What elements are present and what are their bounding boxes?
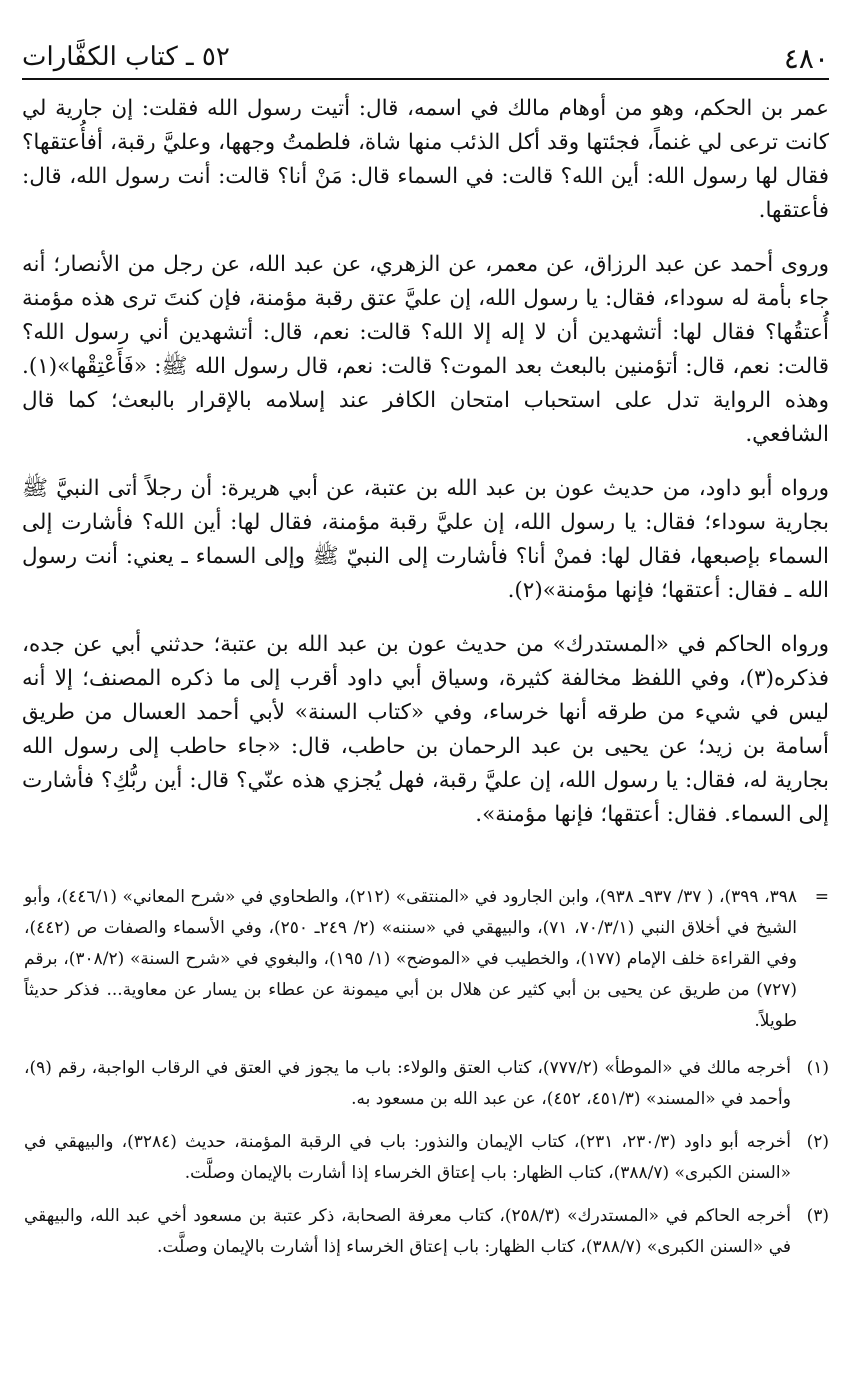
body-paragraph: وروى أحمد عن عبد الرزاق، عن معمر، عن الزهري، عن عبد الله، عن رجل من الأنصار؛ أنه جاء بأمة له سوداء، فقال: يا رسول الله، إن عليَّ عتق رقبة مؤمنة، فإن كنتَ ترى هذه مؤمنة أُعتقُها؟ فقال لها: أتشهدين أن لا إله إلا الله؟ قالت: نعم، قال: أتشهدين أني رسول الله؟ قالت: نعم، قال: أتؤمنين بالبعث بعد الموت؟ قالت: نعم، قال رسول الله ﷺ: «فَأَعْتِقْها»(١). وهذه الرواية تدل على استحباب امتحان الكافر عند إسلامه بالإقرار بالبعث؛ كما قال الشافعي. (22, 252, 829, 447)
page-number: ٤٨٠ (783, 42, 829, 75)
continuation-marker: = (814, 887, 829, 907)
footnote-number: (١) (806, 1058, 829, 1078)
footnote-number: (٣) (806, 1206, 829, 1226)
main-text (22, 92, 829, 852)
page-header (22, 38, 829, 80)
footnote-text: أخرجه الحاكم في «المستدرك» (٢٥٨/٣)، كتاب معرفة الصحابة، ذكر عتبة بن مسعود أخي عبد الله، والبيهقي في «السنن الكبرى» (٣٨٨/٧)، كتاب الظهار: باب إعتاق الخرساء إذا أشارت بالإيمان وصلَّت. (24, 1206, 792, 1257)
footnote-text: أخرجه مالك في «الموطأ» (٧٧٧/٢)، كتاب العتق والولاء: باب ما يجوز في العتق في الرقاب الواجبة، رقم (٩)، وأحمد في «المسند» (٤٥١/٣، ٤٥٢)، عن عبد الله بن مسعود به. (24, 1058, 791, 1109)
running-title: ٥٢ ـ كتاب الكفَّارات (22, 42, 230, 72)
footnote-text: أخرجه أبو داود (٢٣٠/٣، ٢٣١)، كتاب الإيمان والنذور: باب في الرقبة المؤمنة، حديث (٣٢٨٤)، والبيهقي في «السنن الكبرى» (٣٨٨/٧)، كتاب الظهار: باب إعتاق الخرساء إذا أشارت بالإيمان وصلَّت. (24, 1132, 791, 1183)
footnote-2 (24, 1127, 829, 1189)
footnote-continuation (24, 882, 829, 1037)
footnotes-section (24, 882, 829, 1275)
footnote-3 (24, 1201, 829, 1263)
body-paragraph: عمر بن الحكم، وهو من أوهام مالك في اسمه، قال: أتيت رسول الله فقلت: إن جارية لي كانت ترعى لي غنماً، فجئتها وقد أكل الذئب منها شاة، فلطمتُ وجهها، وعليَّ رقبة، أفأُعتقها؟ فقال لها رسول الله: أين الله؟ قالت: في السماء قال: مَنْ أنا؟ قالت: أنت رسول الله، قال: فأعتقها. (22, 96, 829, 223)
footnote-continuation-text: ٣٩٨، ٣٩٩)، ( ٣٧/ ٩٣٧ـ ٩٣٨)، وابن الجارود في «المنتقى» (٢١٢)، والطحاوي في «شرح المعاني» (٤٤٦/١)، وأبو الشيخ في أخلاق النبي (٧٠/٣/١، ٧١)، والبيهقي في «سننه» (٢/ ٢٤٩ـ ٢٥٠)، وفي الأسماء والصفات ص (٤٤٢)، وفي القراءة خلف الإمام (١٧٧)، والخطيب في «الموضح» (١/ ١٩٥)، والبغوي في «شرح السنة» (٣٠٨/٢)، برقم (٧٢٧) من طريق عن يحيى بن أبي كثير عن هلال بن أبي ميمونة عن عطاء بن يسار عن معاوية... فذكر حديثاً طويلاً. (24, 887, 798, 1031)
footnote-1 (24, 1053, 829, 1115)
footnote-number: (٢) (806, 1132, 829, 1152)
body-paragraph: ورواه الحاكم في «المستدرك» من حديث عون بن عبد الله بن عتبة؛ حدثني أبي عن جده، فذكره(٣)، وفي اللفظ مخالفة كثيرة، وسياق أبي داود أقرب إلى ما ذكره المصنف؛ إلا أنه ليس في شيء من طرقه أنها خرساء، وفي «كتاب السنة» لأبي أحمد العسال من طريق أسامة بن زيد؛ عن يحيى بن عبد الرحمان بن حاطب، قال: «جاء حاطب إلى رسول الله بجارية له، فقال: يا رسول الله، إن عليَّ رقبة، فهل يُجزي هذه عنّي؟ قال: أين ربُّكِ؟ فأشارت إلى السماء. فقال: أعتقها؛ فإنها مؤمنة». (22, 632, 829, 827)
body-paragraph: ورواه أبو داود، من حديث عون بن عبد الله بن عتبة، عن أبي هريرة: أن رجلاً أتى النبيَّ ﷺ بجارية سوداء؛ فقال: يا رسول الله، إن عليَّ رقبة مؤمنة، فقال لها: أين الله؟ فأشارت إلى السماء بإصبعها، فقال لها: فمنْ أنا؟ فأشارت إلى النبيّ ﷺ وإلى السماء ـ يعني: أنت رسول الله ـ فقال: أعتقها؛ فإنها مؤمنة»(٢). (22, 476, 829, 603)
